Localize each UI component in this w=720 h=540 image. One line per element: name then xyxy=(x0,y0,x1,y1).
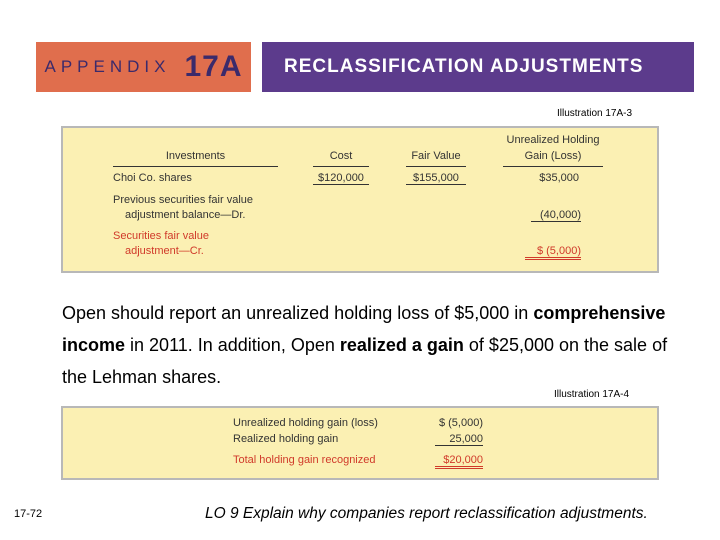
appendix-banner xyxy=(36,42,251,92)
header-gain-line2: Gain (Loss) xyxy=(524,150,582,162)
row-securities-gain: $ (5,000) xyxy=(525,245,581,260)
illustration-label-1: Illustration 17A-3 xyxy=(557,108,633,119)
row-realized-label: Realized holding gain xyxy=(233,433,339,445)
para-bold1: comprehensive income xyxy=(62,303,666,355)
illustration-table-1 xyxy=(61,126,659,273)
row-previous-label-1: Previous securities fair value xyxy=(113,194,254,206)
para-part2: in 2011. In addition, Open xyxy=(125,335,340,355)
appendix-number: 17A xyxy=(184,50,243,83)
learning-objective: LO 9 Explain why companies report reclassification adjustments. xyxy=(205,505,648,522)
para-part1: Open should report an unrealized holding loss of $5,000 in xyxy=(62,303,534,323)
row-unrealized-label: Unrealized holding gain (loss) xyxy=(233,417,378,429)
header-gain-line1: Unrealized Holding xyxy=(506,134,600,146)
illustration-label-2: Illustration 17A-4 xyxy=(554,389,630,400)
appendix-word: APPENDIX xyxy=(44,57,171,76)
row-choi-fair-value: $155,000 xyxy=(406,172,466,185)
header-investments: Investments xyxy=(165,150,226,162)
para-bold2: realized a gain xyxy=(339,335,464,355)
row-realized-value: 25,000 xyxy=(435,433,483,446)
illustration-table-2 xyxy=(61,406,659,480)
header-rule-investments xyxy=(113,166,278,167)
row-choi-cost: $120,000 xyxy=(313,172,369,185)
header-fair-value: Fair Value xyxy=(411,150,461,162)
row-choi-gain: $35,000 xyxy=(539,172,579,184)
slide-number: 17-72 xyxy=(14,508,43,520)
row-total-label: Total holding gain recognized xyxy=(233,454,376,466)
row-securities-label-1: Securities fair value xyxy=(113,230,209,242)
header-rule-fair-value xyxy=(406,166,466,167)
header-rule-cost xyxy=(313,166,369,167)
row-total-value: $20,000 xyxy=(435,454,483,469)
row-previous-gain: (40,000) xyxy=(531,209,581,222)
header-rule-gain xyxy=(503,166,603,167)
header-cost: Cost xyxy=(329,150,353,162)
para-part3: of $25,000 on the sale of the Lehman shares. xyxy=(62,335,668,387)
row-previous-label-2: adjustment balance—Dr. xyxy=(125,209,246,221)
explanation-paragraph xyxy=(62,297,682,393)
row-securities-label-2: adjustment—Cr. xyxy=(125,245,204,257)
row-choi-label: Choi Co. shares xyxy=(113,172,192,184)
page-title: RECLASSIFICATION ADJUSTMENTS xyxy=(262,42,694,92)
row-unrealized-value: $ (5,000) xyxy=(438,417,483,429)
